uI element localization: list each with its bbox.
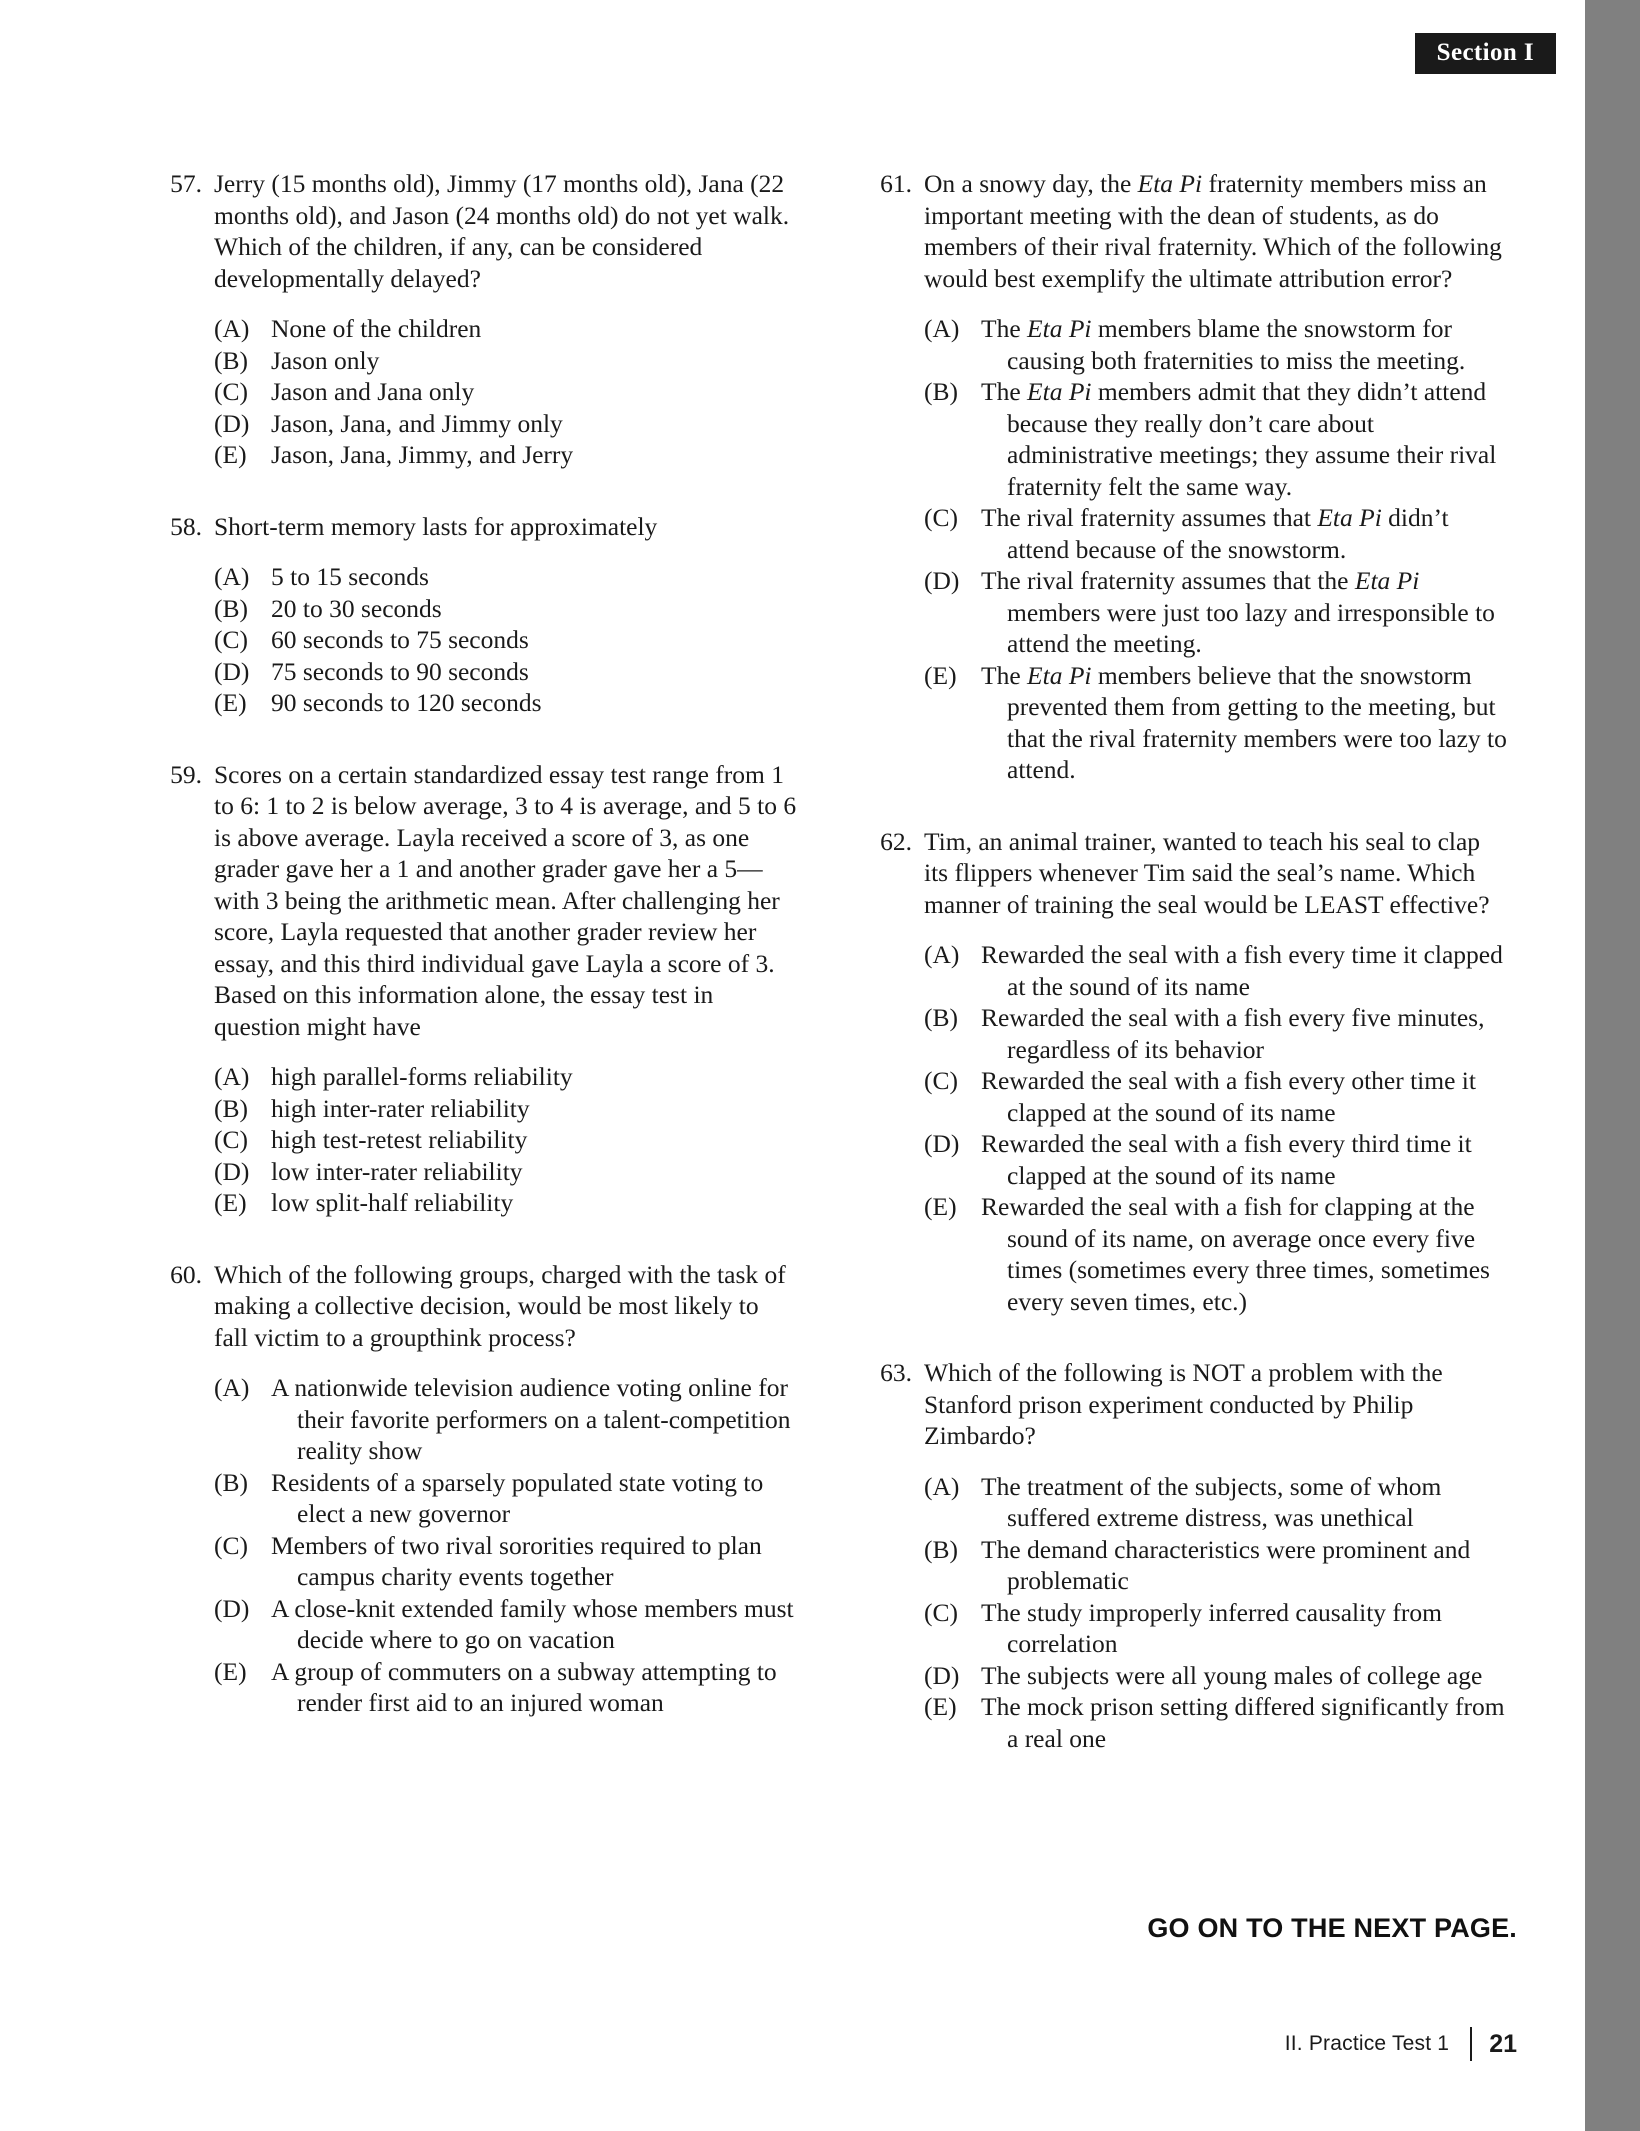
question-number: 58. [170, 511, 202, 541]
choice-text: low split-half reliability [271, 1188, 514, 1217]
choice-text: The rival fraternity assumes that the Eta Pi members were just too lazy and irresponsible to attend the meeting. [981, 566, 1495, 658]
choice-text: The mock prison setting differed significantly from a real one [981, 1692, 1505, 1753]
answer-choice[interactable] [924, 502, 1508, 565]
choice-text: 90 seconds to 120 seconds [271, 688, 542, 717]
answer-choice[interactable] [214, 593, 798, 625]
answer-choice[interactable] [924, 376, 1508, 502]
choice-text: 20 to 30 seconds [271, 593, 442, 623]
choice-text: Residents of a sparsely populated state voting to elect a new governor [271, 1467, 764, 1528]
question-stem [168, 511, 798, 543]
page-footer [1285, 2027, 1517, 2061]
choice-letter: (E) [924, 1692, 957, 1721]
answer-choice[interactable] [214, 1187, 798, 1219]
question-text: Tim, an animal trainer, wanted to teach his seal to clap its flippers whenever Tim said the seal’s name. Which manner of training the seal would be LEAST effective? [924, 826, 1490, 919]
choice-letter: (E) [924, 660, 957, 690]
choice-list [168, 313, 798, 471]
choice-text: The Eta Pi members blame the snowstorm for causing both fraternities to miss the meeting. [981, 314, 1466, 375]
choice-list [878, 1471, 1508, 1755]
choice-text: Jason and Jana only [271, 377, 475, 406]
choice-text: The Eta Pi members believe that the snowstorm prevented them from getting to the meeting, but that the rival fraternity members were too lazy to attend. [981, 660, 1507, 784]
answer-choice[interactable] [924, 1128, 1508, 1191]
choice-text: Jason, Jana, Jimmy, and Jerry [271, 440, 574, 469]
choice-text: The subjects were all young males of college age [981, 1660, 1483, 1690]
question-number: 63. [880, 1358, 912, 1387]
choice-text: high parallel-forms reliability [271, 1062, 573, 1091]
footer-part-label: II. Practice Test 1 [1284, 2032, 1450, 2055]
choice-letter: (C) [924, 503, 958, 532]
choice-letter: (C) [924, 1597, 958, 1627]
choice-letter: (E) [214, 1188, 247, 1217]
choice-text: A nationwide television audience voting online for their favorite performers on a talent-competition reality show [271, 1373, 791, 1465]
choice-letter: (E) [924, 1192, 957, 1221]
choice-letter: (D) [214, 656, 250, 686]
choice-text: Rewarded the seal with a fish every third time it clapped at the sound of its name [981, 1129, 1472, 1190]
answer-choice[interactable] [214, 1530, 798, 1593]
question-text: Short-term memory lasts for approximately [214, 511, 658, 541]
choice-text: Members of two rival sororities required to plan campus charity events together [271, 1530, 762, 1591]
choice-text: Jason only [271, 345, 380, 375]
right-column [878, 168, 1508, 1794]
answer-choice[interactable] [924, 313, 1508, 376]
answer-choice[interactable] [924, 939, 1508, 1002]
question-number: 57. [170, 169, 202, 198]
left-column [168, 168, 798, 1794]
choice-list [168, 1372, 798, 1719]
choice-letter: (B) [924, 1534, 958, 1564]
choice-list [168, 561, 798, 719]
answer-choice[interactable] [924, 1691, 1508, 1754]
choice-letter: (B) [214, 1467, 248, 1497]
footer-divider [1470, 2027, 1472, 2061]
answer-choice[interactable] [924, 1065, 1508, 1128]
question-stem [168, 1259, 798, 1354]
answer-choice[interactable] [924, 1191, 1508, 1317]
choice-list [168, 1061, 798, 1219]
choice-text: None of the children [271, 314, 482, 343]
choice-text: Rewarded the seal with a fish every time it clapped at the sound of its name [981, 940, 1503, 1001]
choice-text: Rewarded the seal with a fish every five minutes, regardless of its behavior [981, 1003, 1485, 1064]
answer-choice[interactable] [214, 345, 798, 377]
question-block [878, 826, 1508, 1318]
choice-letter: (A) [924, 1471, 960, 1501]
answer-choice[interactable] [214, 656, 798, 688]
choice-text: A group of commuters on a subway attempting to render first aid to an injured woman [271, 1656, 777, 1717]
choice-letter: (C) [214, 377, 248, 406]
answer-choice[interactable] [214, 313, 798, 345]
choice-list [878, 313, 1508, 786]
choice-letter: (E) [214, 688, 247, 717]
question-block [168, 1259, 798, 1719]
choice-text: A close-knit extended family whose members must decide where to go on vacation [271, 1593, 794, 1654]
question-number: 60. [170, 1259, 202, 1289]
choice-text: Jason, Jana, and Jimmy only [271, 408, 563, 438]
answer-choice[interactable] [214, 1156, 798, 1188]
choice-letter: (C) [924, 1066, 958, 1095]
choice-list [878, 939, 1508, 1317]
question-block [878, 168, 1508, 786]
answer-choice[interactable] [924, 565, 1508, 660]
question-number: 62. [880, 826, 912, 856]
question-block [168, 168, 798, 471]
choice-letter: (D) [214, 408, 250, 438]
answer-choice[interactable] [214, 1467, 798, 1530]
choice-letter: (E) [214, 1656, 247, 1686]
answer-choice[interactable] [924, 1597, 1508, 1660]
choice-letter: (D) [924, 566, 960, 595]
choice-letter: (A) [924, 314, 960, 343]
question-text: Jerry (15 months old), Jimmy (17 months old), Jana (22 months old), and Jason (24 months old) do not yet walk. Which of the children, if any, can be considered developmentally delayed? [214, 169, 790, 293]
choice-letter: (A) [214, 562, 250, 591]
answer-choice[interactable] [924, 1660, 1508, 1692]
page-edge-bar [1585, 0, 1640, 2131]
question-text: Scores on a certain standardized essay test range from 1 to 6: 1 to 2 is below average, 3 to 4 is average, and 5 to 6 is above average. Layla received a score of 3, as one grader gave her a 1 and another grader gave her a 5—with 3 being the arithmetic mean. After challenging her score, Layla requested that another grader review her essay, and this third individual gave Layla a score of 3. Based on this information alone, the essay test in question might have [214, 759, 797, 1041]
choice-letter: (B) [924, 377, 958, 406]
choice-text: high inter-rater reliability [271, 1093, 530, 1123]
answer-choice[interactable] [214, 1093, 798, 1125]
answer-choice[interactable] [214, 561, 798, 593]
choice-text: Rewarded the seal with a fish for clapping at the sound of its name, on average once every five times (sometimes every three times, sometimes every seven times, etc.) [981, 1192, 1490, 1316]
choice-text: 5 to 15 seconds [271, 562, 429, 591]
choice-letter: (C) [214, 625, 248, 654]
question-stem [878, 168, 1508, 294]
question-stem [168, 759, 798, 1043]
choice-text: 60 seconds to 75 seconds [271, 625, 529, 654]
answer-choice[interactable] [214, 1061, 798, 1093]
answer-choice[interactable] [214, 624, 798, 656]
question-block [168, 759, 798, 1219]
answer-choice[interactable] [214, 376, 798, 408]
answer-choice[interactable] [214, 1593, 798, 1656]
choice-letter: (A) [214, 1373, 250, 1402]
answer-choice[interactable] [924, 660, 1508, 786]
question-text: Which of the following groups, charged with the task of making a collective decision, would be most likely to fall victim to a groupthink process? [214, 1259, 786, 1352]
choice-text: The demand characteristics were prominent and problematic [981, 1534, 1471, 1595]
question-columns [168, 168, 1508, 1794]
answer-choice[interactable] [924, 1002, 1508, 1065]
choice-text: Rewarded the seal with a fish every other time it clapped at the sound of its name [981, 1066, 1476, 1127]
question-block [168, 511, 798, 719]
choice-letter: (D) [214, 1156, 250, 1186]
choice-letter: (B) [214, 1093, 248, 1123]
choice-letter: (B) [214, 345, 248, 375]
question-number: 61. [880, 169, 912, 198]
section-tab: Section I [1415, 33, 1556, 74]
choice-letter: (D) [214, 1593, 250, 1623]
question-stem [878, 826, 1508, 921]
choice-text: The study improperly inferred causality from correlation [981, 1597, 1442, 1658]
choice-text: 75 seconds to 90 seconds [271, 656, 529, 686]
question-text: Which of the following is NOT a problem with the Stanford prison experiment conducted by Philip Zimbardo? [924, 1358, 1443, 1450]
choice-text: high test-retest reliability [271, 1125, 528, 1154]
page-number: 21 [1489, 2029, 1517, 2058]
question-number: 59. [170, 759, 202, 789]
choice-letter: (C) [214, 1530, 248, 1560]
question-block [878, 1357, 1508, 1754]
choice-letter: (A) [214, 1062, 250, 1091]
choice-letter: (C) [214, 1125, 248, 1154]
question-stem [878, 1357, 1508, 1452]
answer-choice[interactable] [214, 687, 798, 719]
choice-letter: (A) [924, 940, 960, 969]
answer-choice[interactable] [214, 1656, 798, 1719]
choice-letter: (A) [214, 314, 250, 343]
choice-text: The Eta Pi members admit that they didn’t attend because they really don’t care about administrative meetings; they assume their rival fraternity felt the same way. [981, 377, 1497, 501]
answer-choice[interactable] [924, 1534, 1508, 1597]
answer-choice[interactable] [214, 1124, 798, 1156]
go-on-notice: GO ON TO THE NEXT PAGE. [1147, 1913, 1517, 1943]
choice-letter: (D) [924, 1660, 960, 1690]
choice-text: The rival fraternity assumes that Eta Pi didn’t attend because of the snowstorm. [981, 503, 1449, 564]
choice-text: The treatment of the subjects, some of whom suffered extreme distress, was unethical [981, 1471, 1442, 1532]
answer-choice[interactable] [924, 1471, 1508, 1534]
answer-choice[interactable] [214, 408, 798, 440]
question-text: On a snowy day, the Eta Pi fraternity members miss an important meeting with the dean of students, as do members of their rival fraternity. Which of the following would best exemplify the ultimate attribution error? [924, 169, 1502, 293]
answer-choice[interactable] [214, 1372, 798, 1467]
choice-letter: (D) [924, 1129, 960, 1158]
choice-text: low inter-rater reliability [271, 1156, 523, 1186]
question-stem [168, 168, 798, 294]
answer-choice[interactable] [214, 439, 798, 471]
choice-letter: (E) [214, 440, 247, 469]
choice-letter: (B) [214, 593, 248, 623]
choice-letter: (B) [924, 1003, 958, 1032]
